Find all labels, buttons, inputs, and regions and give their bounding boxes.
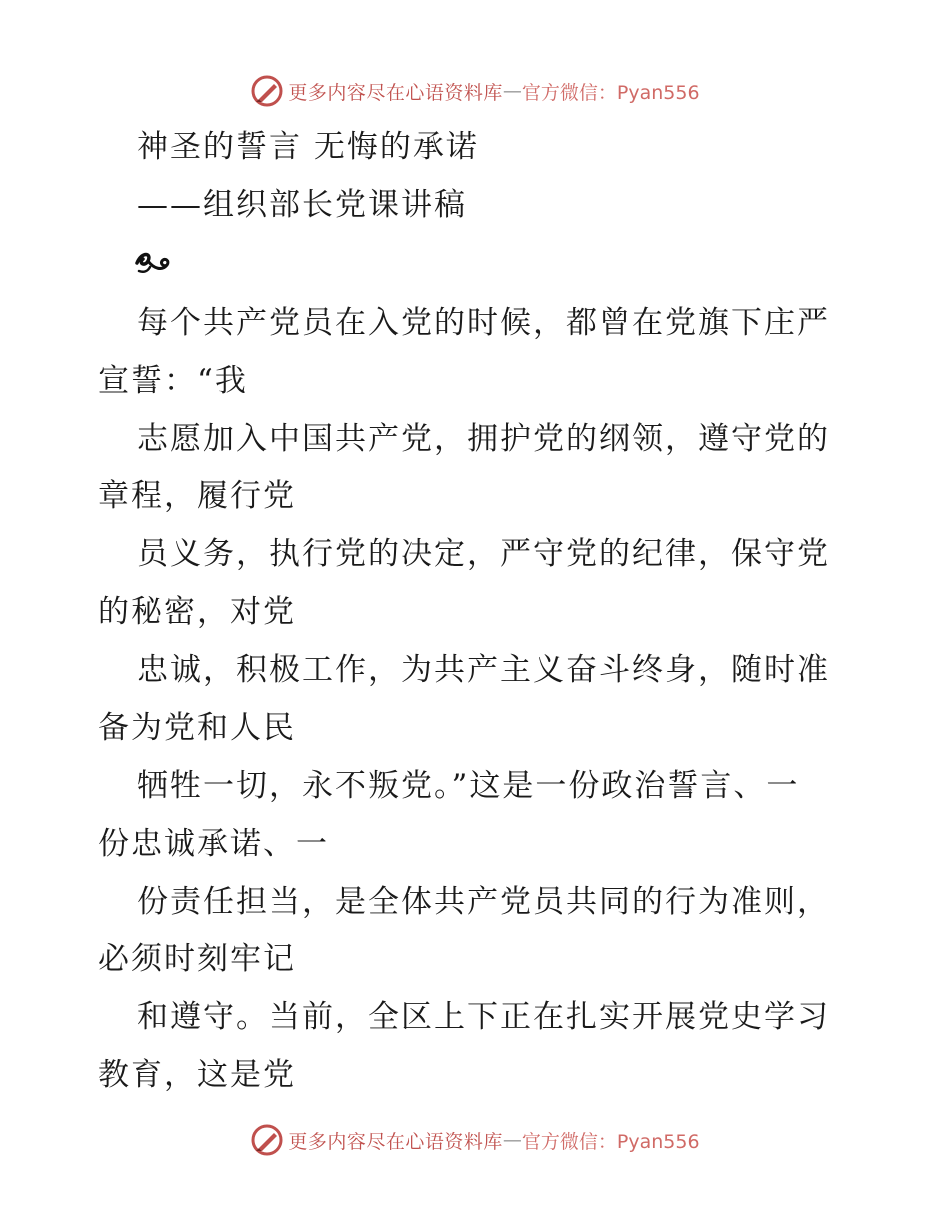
footer-site-text: 更多内容尽在心语资料库 — [288, 1130, 503, 1153]
body-line: 每个共产党员在入党的时候，都曾在党旗下庄严 — [137, 305, 830, 341]
header-separator: — — [502, 80, 522, 102]
footer-wechat-text: 官方微信：Pyan556 — [521, 1130, 700, 1153]
header-banner — [0, 71, 950, 111]
body-line: 必须时刻牢记 — [98, 941, 296, 977]
body-line: 章程，履行党 — [98, 478, 296, 514]
header-wechat-text: 官方微信：Pyan556 — [521, 81, 700, 104]
title-line-1: 神圣的誓言 无悔的承诺 — [137, 129, 479, 165]
body-line: 备为党和人民 — [98, 710, 296, 746]
title-line-2: ——组织部长党课讲稿 — [137, 187, 467, 223]
body-line: 宣誓：“我 — [98, 363, 248, 399]
body-line: 份忠诚承诺、一 — [98, 826, 329, 862]
body-line: 份责任担当，是全体共产党员共同的行为准则， — [137, 884, 830, 920]
body-line: 忠诚，积极工作，为共产主义奋斗终身，随时准 — [137, 652, 830, 688]
pen-logo-icon — [250, 1123, 284, 1157]
header-site-text: 更多内容尽在心语资料库 — [288, 81, 503, 104]
footer-banner — [0, 1120, 950, 1160]
body-line: 志愿加入中国共产党，拥护党的纲领，遵守党的 — [137, 421, 830, 457]
body-line: 的秘密，对党 — [98, 594, 296, 630]
body-line: 教育，这是党 — [98, 1057, 296, 1093]
pen-logo-icon — [250, 74, 284, 108]
body-line: 牺牲一切，永不叛党。”这是一份政治誓言、一 — [137, 768, 800, 804]
body-line: 和遵守。当前，全区上下正在扎实开展党史学习 — [137, 999, 830, 1035]
ornament-icon — [134, 249, 174, 277]
body-line: 员义务，执行党的决定，严守党的纪律，保守党 — [137, 536, 830, 572]
footer-separator: — — [502, 1129, 522, 1151]
